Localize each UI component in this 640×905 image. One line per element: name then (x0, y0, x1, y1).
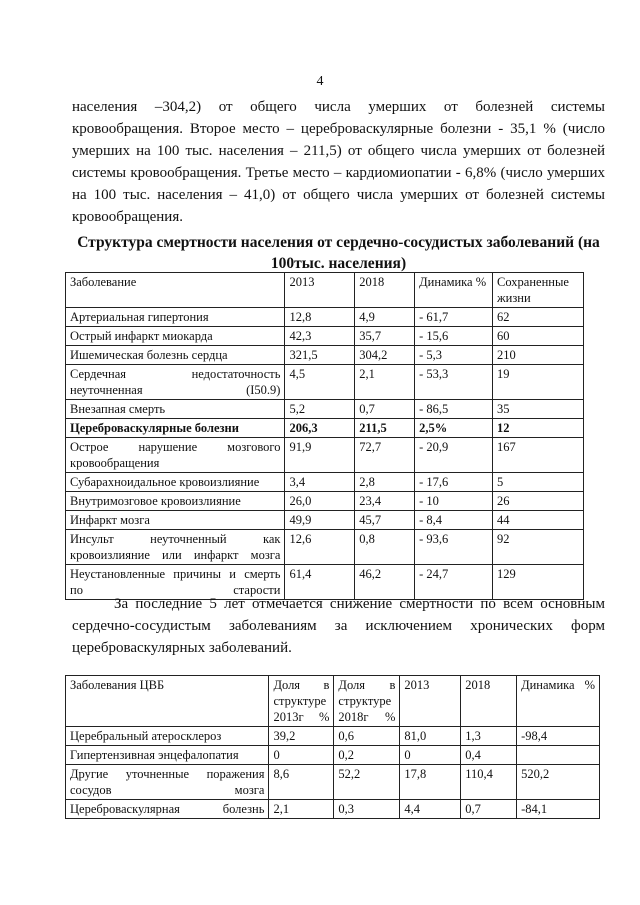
value-cell: 3,4 (285, 473, 355, 492)
table-header-row (66, 676, 600, 727)
disease-name-cell: Внезапная смерть (66, 400, 285, 419)
value-cell: - 86,5 (415, 400, 493, 419)
value-cell: 92 (493, 530, 584, 565)
value-cell: 0 (269, 746, 334, 765)
value-cell: 61,4 (285, 565, 355, 600)
value-cell: 5 (493, 473, 584, 492)
value-cell: -84,1 (517, 800, 600, 819)
disease-name-cell: Инсульт неуточненный как кровоизлияние или инфаркт мозга (66, 530, 285, 565)
disease-name-cell: Церебральный атеросклероз (66, 727, 269, 746)
disease-name-cell: Острый инфаркт миокарда (66, 327, 285, 346)
value-cell: 46,2 (355, 565, 415, 600)
table-row (66, 530, 584, 565)
value-cell: 4,4 (400, 800, 461, 819)
disease-name-cell: Неустановленные причины и смерть по старости (66, 565, 285, 600)
value-cell: 0,6 (334, 727, 400, 746)
value-cell: 0,3 (334, 800, 400, 819)
table-row (66, 765, 600, 800)
value-cell: - 8,4 (415, 511, 493, 530)
header-cell: 2018 (461, 676, 517, 727)
value-cell: - 20,9 (415, 438, 493, 473)
value-cell: 4,9 (355, 308, 415, 327)
value-cell: 60 (493, 327, 584, 346)
value-cell: 2,1 (269, 800, 334, 819)
disease-name-cell: Инфаркт мозга (66, 511, 285, 530)
disease-name-cell: Цереброваскулярные болезни (66, 419, 285, 438)
value-cell: 26 (493, 492, 584, 511)
table-row (66, 492, 584, 511)
cvd-diseases-table (65, 675, 600, 819)
table-row (66, 800, 600, 819)
value-cell: - 10 (415, 492, 493, 511)
table-row (66, 419, 584, 438)
value-cell: 39,2 (269, 727, 334, 746)
disease-name-cell: Сердечная недостаточность неуточненная (I50.9) (66, 365, 285, 400)
value-cell (517, 746, 600, 765)
value-cell: 0 (400, 746, 461, 765)
value-cell: - 61,7 (415, 308, 493, 327)
value-cell: 91,9 (285, 438, 355, 473)
value-cell: 35 (493, 400, 584, 419)
value-cell: 8,6 (269, 765, 334, 800)
value-cell: 4,5 (285, 365, 355, 400)
value-cell: 52,2 (334, 765, 400, 800)
value-cell: 26,0 (285, 492, 355, 511)
disease-name-cell: Внутримозговое кровоизлияние (66, 492, 285, 511)
header-cell: Доля в структуре 2013г % (269, 676, 334, 727)
table-header-row (66, 273, 584, 308)
table-row (66, 438, 584, 473)
value-cell: 81,0 (400, 727, 461, 746)
disease-name-cell: Ишемическая болезнь сердца (66, 346, 285, 365)
value-cell: 520,2 (517, 765, 600, 800)
header-cell: 2013 (285, 273, 355, 308)
value-cell: 129 (493, 565, 584, 600)
page-number: 4 (316, 74, 324, 89)
table-row (66, 727, 600, 746)
mortality-structure-table (65, 272, 584, 600)
disease-name-cell: Цереброваскулярная болезнь (66, 800, 269, 819)
disease-name-cell: Артериальная гипертония (66, 308, 285, 327)
header-cell: Динамика % (517, 676, 600, 727)
value-cell: 167 (493, 438, 584, 473)
table-row (66, 327, 584, 346)
table-row (66, 400, 584, 419)
value-cell: 211,5 (355, 419, 415, 438)
value-cell: 44 (493, 511, 584, 530)
value-cell: 0,2 (334, 746, 400, 765)
value-cell: - 93,6 (415, 530, 493, 565)
value-cell: 49,9 (285, 511, 355, 530)
value-cell: 35,7 (355, 327, 415, 346)
table-row (66, 511, 584, 530)
value-cell: 2,1 (355, 365, 415, 400)
value-cell: 17,8 (400, 765, 461, 800)
header-cell: 2018 (355, 273, 415, 308)
disease-name-cell: Другие уточненные поражения сосудов мозга (66, 765, 269, 800)
header-cell: Заболевания ЦВБ (66, 676, 269, 727)
value-cell: 210 (493, 346, 584, 365)
value-cell: 2,8 (355, 473, 415, 492)
value-cell: 45,7 (355, 511, 415, 530)
table-row (66, 473, 584, 492)
value-cell: 2,5% (415, 419, 493, 438)
header-cell: 2013 (400, 676, 461, 727)
table1-title: Структура смертности населения от сердечно-сосудистых заболеваний (на 100тыс. населения) (77, 234, 600, 272)
value-cell: 304,2 (355, 346, 415, 365)
value-cell: - 53,3 (415, 365, 493, 400)
value-cell: - 24,7 (415, 565, 493, 600)
value-cell: 0,4 (461, 746, 517, 765)
header-cell: Сохраненные жизни (493, 273, 584, 308)
header-cell: Доля в структуре 2018г % (334, 676, 400, 727)
value-cell: 0,7 (461, 800, 517, 819)
table-row (66, 746, 600, 765)
body-paragraph-2: За последние 5 лет отмечается снижение смертности по всем основным сердечно-сосудистым заболеваниям за исключением хронических форм цереброваскулярных заболеваний. (72, 596, 605, 656)
disease-name-cell: Субарахноидальное кровоизлияние (66, 473, 285, 492)
value-cell: 0,8 (355, 530, 415, 565)
value-cell: 110,4 (461, 765, 517, 800)
value-cell: 0,7 (355, 400, 415, 419)
value-cell: - 5,3 (415, 346, 493, 365)
value-cell: 62 (493, 308, 584, 327)
value-cell: 5,2 (285, 400, 355, 419)
value-cell: 12,6 (285, 530, 355, 565)
disease-name-cell: Гипертензивная энцефалопатия (66, 746, 269, 765)
value-cell: 42,3 (285, 327, 355, 346)
value-cell: 19 (493, 365, 584, 400)
value-cell: -98,4 (517, 727, 600, 746)
header-cell: Заболевание (66, 273, 285, 308)
value-cell: 23,4 (355, 492, 415, 511)
table-row (66, 365, 584, 400)
value-cell: 12 (493, 419, 584, 438)
table-row (66, 308, 584, 327)
value-cell: 12,8 (285, 308, 355, 327)
body-paragraph-1: населения –304,2) от общего числа умерших от болезней системы кровообращения. Второе место – цереброваскулярные болезни - 35,1 % (число умерших на 100 тыс. населения – 211,5) от общего числа умерших от болезней системы кровообращения. Третье место – кардиомиопатии - 6,8% (число умерших на 100 тыс. населения – 41,0) от общего числа умерших от болезней системы кровообращения. (72, 99, 605, 225)
value-cell: 72,7 (355, 438, 415, 473)
disease-name-cell: Острое нарушение мозгового кровообращения (66, 438, 285, 473)
value-cell: 1,3 (461, 727, 517, 746)
value-cell: 321,5 (285, 346, 355, 365)
value-cell: 206,3 (285, 419, 355, 438)
value-cell: - 17,6 (415, 473, 493, 492)
header-cell: Динамика % (415, 273, 493, 308)
table-row (66, 346, 584, 365)
value-cell: - 15,6 (415, 327, 493, 346)
